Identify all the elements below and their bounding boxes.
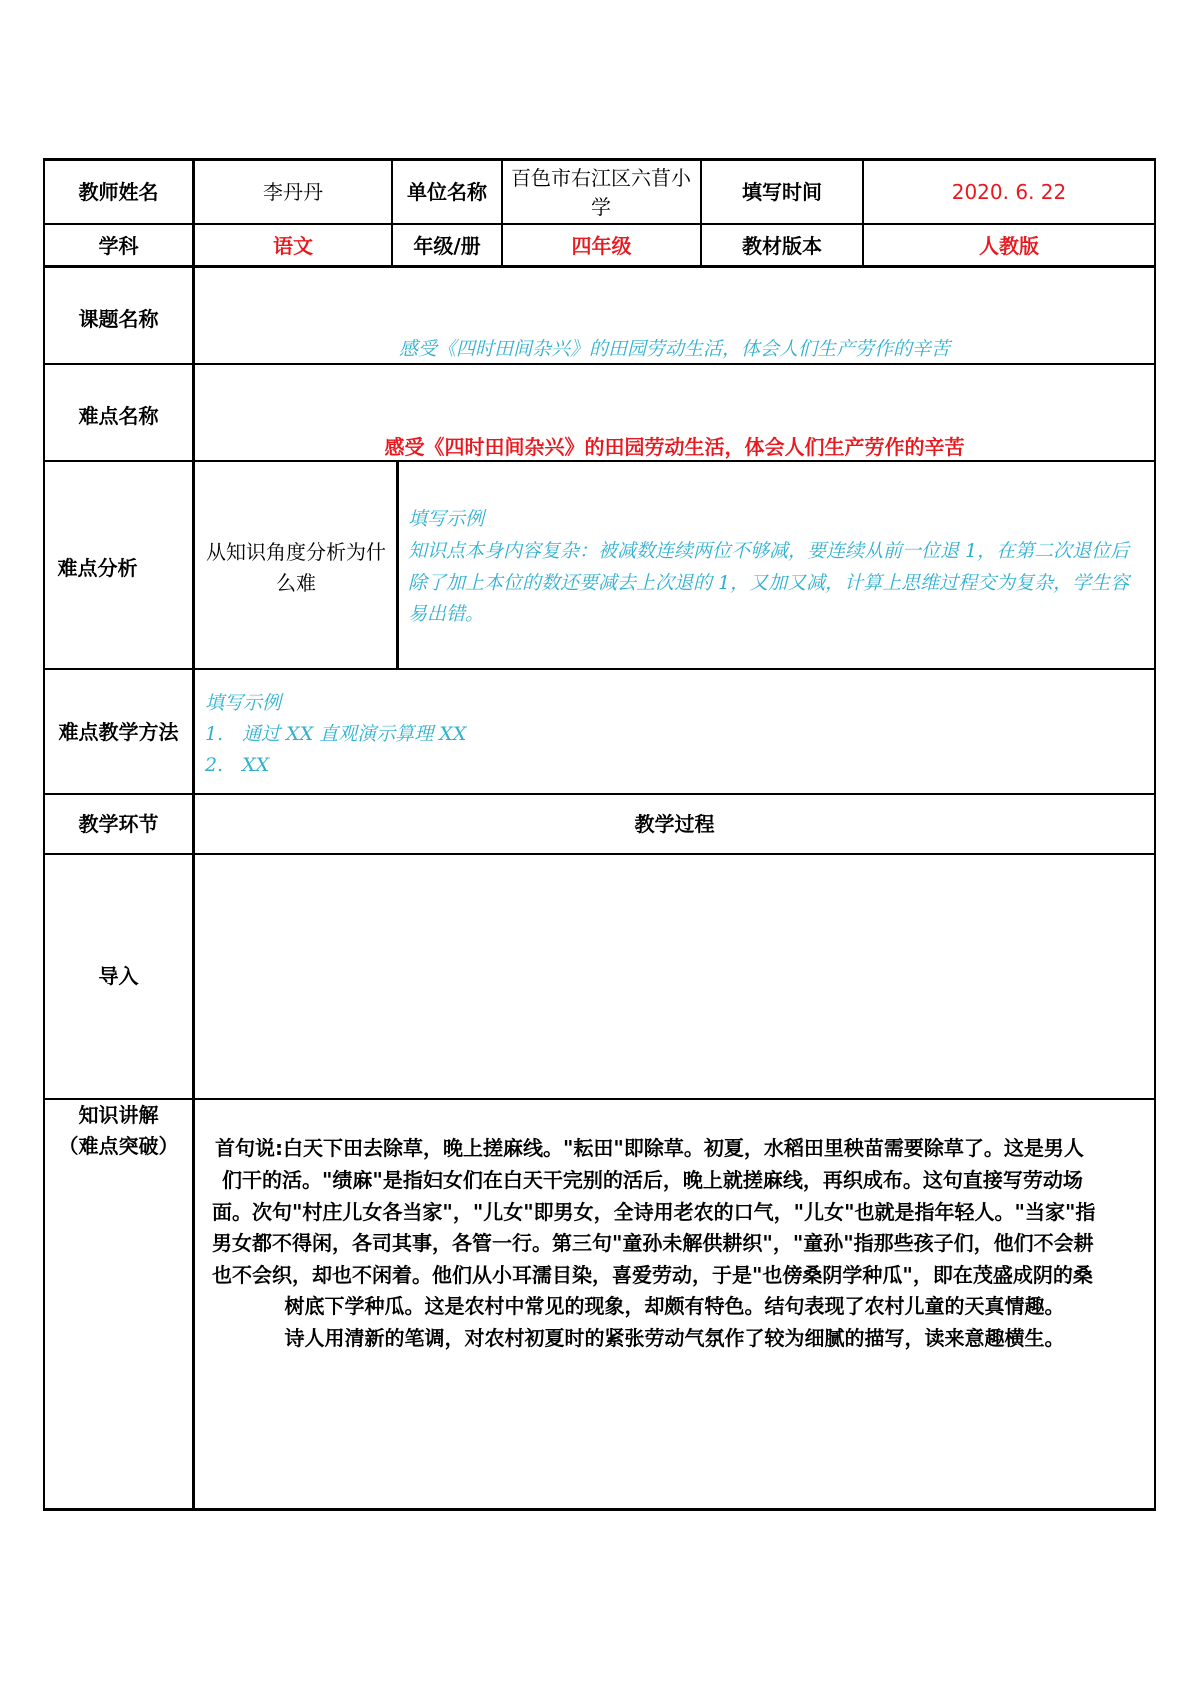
teacher-name-value: 李丹丹: [263, 180, 323, 204]
paragraph-line-4: 男女都不得闲，各司其事，各管一行。第三句"童孙未解供耕织"，"童孙"指那些孩子们，他们不会耕: [212, 1231, 1094, 1255]
method-example-title: 填写示例: [205, 692, 282, 714]
subject-value: 语文: [273, 234, 313, 258]
border-h4: [43, 460, 1156, 462]
grade-value: 四年级: [571, 234, 632, 258]
textbook-value: 人教版: [979, 234, 1039, 258]
topic-label: 课题名称: [78, 307, 159, 331]
paragraph-line-5: 也不会织，却也不闲着。他们从小耳濡目染，喜爱劳动，于是"也傍桑阴学种瓜"，即在茂盛成阴的桑: [212, 1263, 1093, 1287]
teacher-name-label: 教师姓名: [78, 180, 159, 204]
paragraph-line-1: 首句说:白天下田去除草，晚上搓麻线。"耘田"即除草。初夏，水稻田里秧苗需要除草了。这是男人: [215, 1136, 1084, 1160]
border-top: [43, 158, 1156, 161]
border-h6: [43, 793, 1156, 795]
analysis-example-title: 填写示例: [408, 508, 485, 530]
border-h2: [43, 265, 1156, 268]
border-bottom: [43, 1508, 1156, 1511]
paragraph-line-3: 面。次句"村庄儿女各当家"，"儿女"即男女，全诗用老农的口气，"儿女"也就是指年轻人。"当家"指: [212, 1200, 1096, 1224]
border-right: [1154, 158, 1156, 1511]
paragraph-line-6: 树底下学种瓜。这是农村中常见的现象，却颇有特色。结句表现了农村儿童的天真情趣。: [284, 1294, 1065, 1318]
method-item-1: 1. 通过 XX 直观演示算理 XX: [205, 723, 467, 745]
unit-name-label: 单位名称: [407, 180, 487, 204]
analysis-example-text: 知识点本身内容复杂：被减数连续两位不够减，要连续从前一位退 1，在第二次退位后除了加上本位的数还要减去上次退的 1，又加又减，计算上思维过程交为复杂，学生容易出错。: [408, 540, 1130, 625]
method-item-2: 2. XX: [205, 754, 270, 776]
process-label: 教学过程: [634, 812, 715, 836]
border-h8: [43, 1098, 1156, 1100]
grade-label: 年级/册: [413, 234, 481, 258]
textbook-label: 教材版本: [742, 234, 822, 258]
analysis-label: 难点分析: [57, 556, 138, 580]
border-analysis-split: [396, 461, 399, 669]
difficulty-label: 难点名称: [78, 404, 159, 428]
knowledge-sub-label: （难点突破）: [58, 1134, 179, 1158]
border-h3: [43, 363, 1156, 365]
method-label: 难点教学方法: [58, 720, 179, 744]
fill-time-value: 2020. 6. 22: [951, 180, 1067, 204]
fill-time-label: 填写时间: [742, 180, 822, 204]
subject-label: 学科: [98, 234, 139, 258]
unit-name-value: 百色市右江区六苜小学: [511, 166, 691, 219]
border-h7: [43, 853, 1156, 855]
paragraph-line-7: 诗人用清新的笔调，对农村初夏时的紧张劳动气氛作了较为细腻的描写，读来意趣横生。: [284, 1326, 1065, 1350]
paragraph-line-2: 们干的活。"绩麻"是指妇女们在白天干完别的活后，晚上就搓麻线，再织成布。这句直接写劳动场: [222, 1168, 1083, 1192]
intro-label: 导入: [98, 964, 139, 988]
knowledge-label: 知识讲解: [78, 1103, 159, 1127]
border-h5: [43, 668, 1156, 670]
difficulty-value: 感受《四时田间杂兴》的田园劳动生活，体会人们生产劳作的辛苦: [384, 435, 965, 459]
analysis-sub-label: 从知识角度分析为什么难: [206, 540, 386, 595]
border-h1: [43, 223, 1156, 225]
topic-value: 感受《四时田间杂兴》的田园劳动生活，体会人们生产劳作的辛苦: [398, 338, 950, 360]
stage-label: 教学环节: [78, 812, 159, 836]
